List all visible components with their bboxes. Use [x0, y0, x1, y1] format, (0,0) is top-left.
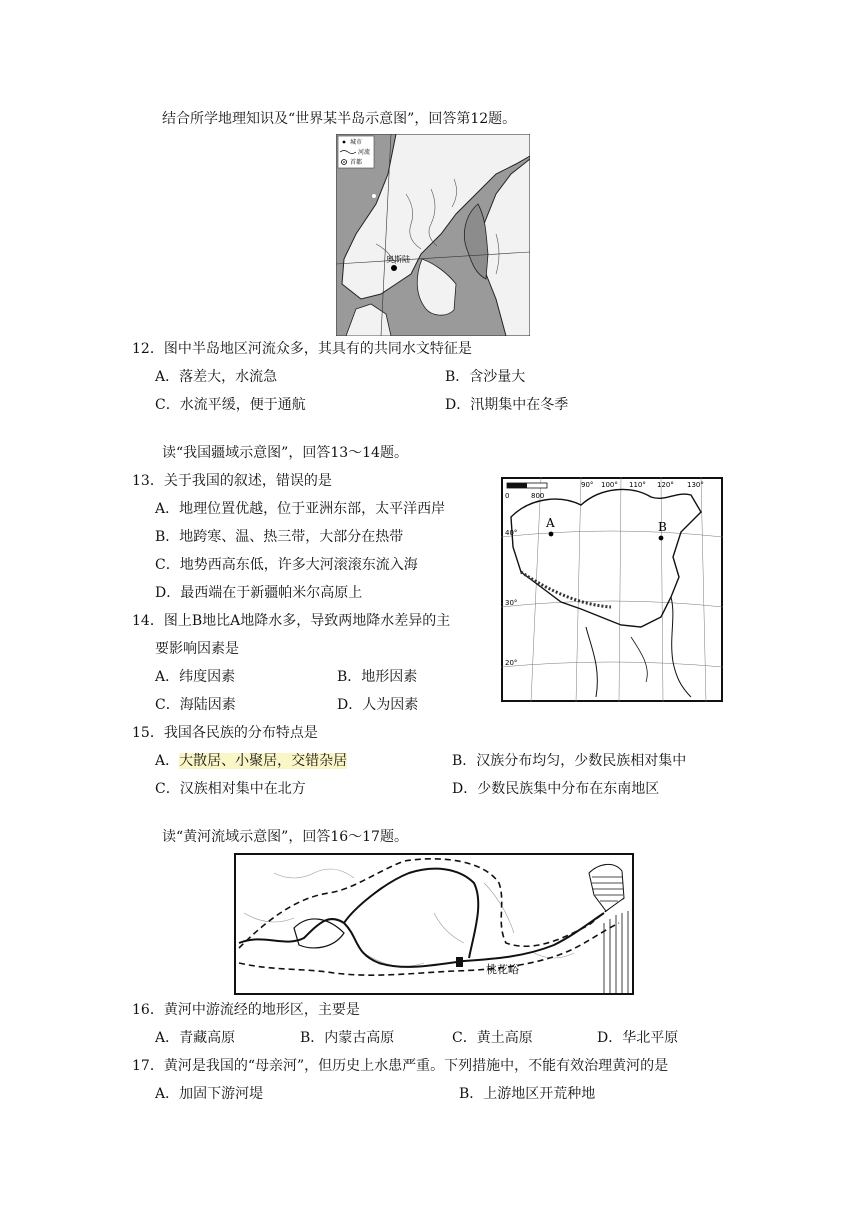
- taohuayu-label: 桃花峪: [486, 963, 519, 976]
- scale-800: 800: [531, 492, 545, 500]
- china-territory-map: [501, 477, 723, 702]
- yellow-river-basin-map: [234, 853, 634, 995]
- q14-option-d: D．人为因素: [337, 697, 419, 713]
- q13-option-b: B．地跨寒、温、热三带，大部分在热带: [155, 529, 404, 545]
- lat-label-20: 20°: [505, 659, 518, 667]
- scale-zero: 0: [505, 492, 510, 500]
- q15-option-a-text-highlighted: 大散居、小聚居，交错杂居: [179, 753, 348, 769]
- instruction-12: 结合所学地理知识及“世界某半岛示意图”，回答第12题。: [162, 111, 517, 127]
- instruction-16: 读“黄河流域示意图”，回答16～17题。: [162, 829, 408, 845]
- point-a-label: A: [546, 516, 555, 530]
- lat-label-40: 40°: [505, 529, 518, 537]
- q14-option-a: A．纬度因素: [155, 669, 236, 685]
- question-16-stem: 16．黄河中游流经的地形区，主要是: [132, 1002, 360, 1018]
- lat-label-30: 30°: [505, 599, 518, 607]
- q12-option-c: C．水流平缓，便于通航: [155, 397, 306, 413]
- oslo-label: 奥斯陆: [386, 255, 410, 264]
- q12-option-b: B．含沙量大: [445, 369, 526, 385]
- q15-option-b: B．汉族分布均匀，少数民族相对集中: [452, 753, 687, 769]
- question-17-stem: 17．黄河是我国的“母亲河”，但历史上水患严重。下列措施中，不能有效治理黄河的是: [132, 1058, 669, 1074]
- q16-option-a: A．青藏高原: [155, 1030, 236, 1046]
- legend-city: 城市: [350, 139, 363, 146]
- q13-option-a: A．地理位置优越，位于亚洲东部，太平洋西岸: [155, 501, 446, 517]
- q14-option-b: B．地形因素: [337, 669, 418, 685]
- instruction-13: 读“我国疆域示意图”，回答13～14题。: [162, 445, 408, 461]
- point-b-label: B: [658, 520, 667, 534]
- question-14-stem: 14．图上B地比A地降水多，导致两地降水差异的主: [132, 613, 451, 629]
- q16-option-b: B．内蒙古高原: [300, 1030, 395, 1046]
- lon-label-90: 90°: [581, 481, 594, 489]
- lon-label-110: 110°: [629, 481, 646, 489]
- q13-option-c: C．地势西高东低，许多大河滚滚东流入海: [155, 557, 418, 573]
- legend-capital: 首都: [350, 159, 363, 166]
- question-12-stem: 12．图中半岛地区河流众多，其具有的共同水文特征是: [132, 341, 472, 357]
- question-15-stem: 15．我国各民族的分布特点是: [132, 725, 318, 741]
- q16-option-c: C．黄土高原: [452, 1030, 533, 1046]
- question-14-stem-cont: 要影响因素是: [155, 641, 239, 657]
- q12-option-a: A．落差大，水流急: [155, 369, 278, 385]
- q16-option-d: D．华北平原: [597, 1030, 679, 1046]
- q15-option-a: [155, 752, 347, 770]
- q15-option-d: D．少数民族集中分布在东南地区: [452, 781, 660, 797]
- q12-option-d: D．汛期集中在冬季: [445, 397, 569, 413]
- q14-option-c: C．海陆因素: [155, 697, 236, 713]
- peninsula-map: [336, 134, 530, 336]
- q17-option-b: B．上游地区开荒种地: [459, 1086, 596, 1102]
- q15-option-a-prefix: A．: [155, 753, 180, 769]
- lon-label-130: 130°: [687, 481, 704, 489]
- q15-option-c: C．汉族相对集中在北方: [155, 781, 306, 797]
- lon-label-120: 120°: [657, 481, 674, 489]
- legend-river: 河流: [358, 149, 371, 156]
- q17-option-a: A．加固下游河堤: [155, 1086, 264, 1102]
- q13-option-d: D．最西端在于新疆帕米尔高原上: [155, 585, 363, 601]
- lon-label-100: 100°: [601, 481, 618, 489]
- question-13-stem: 13．关于我国的叙述，错误的是: [132, 473, 332, 489]
